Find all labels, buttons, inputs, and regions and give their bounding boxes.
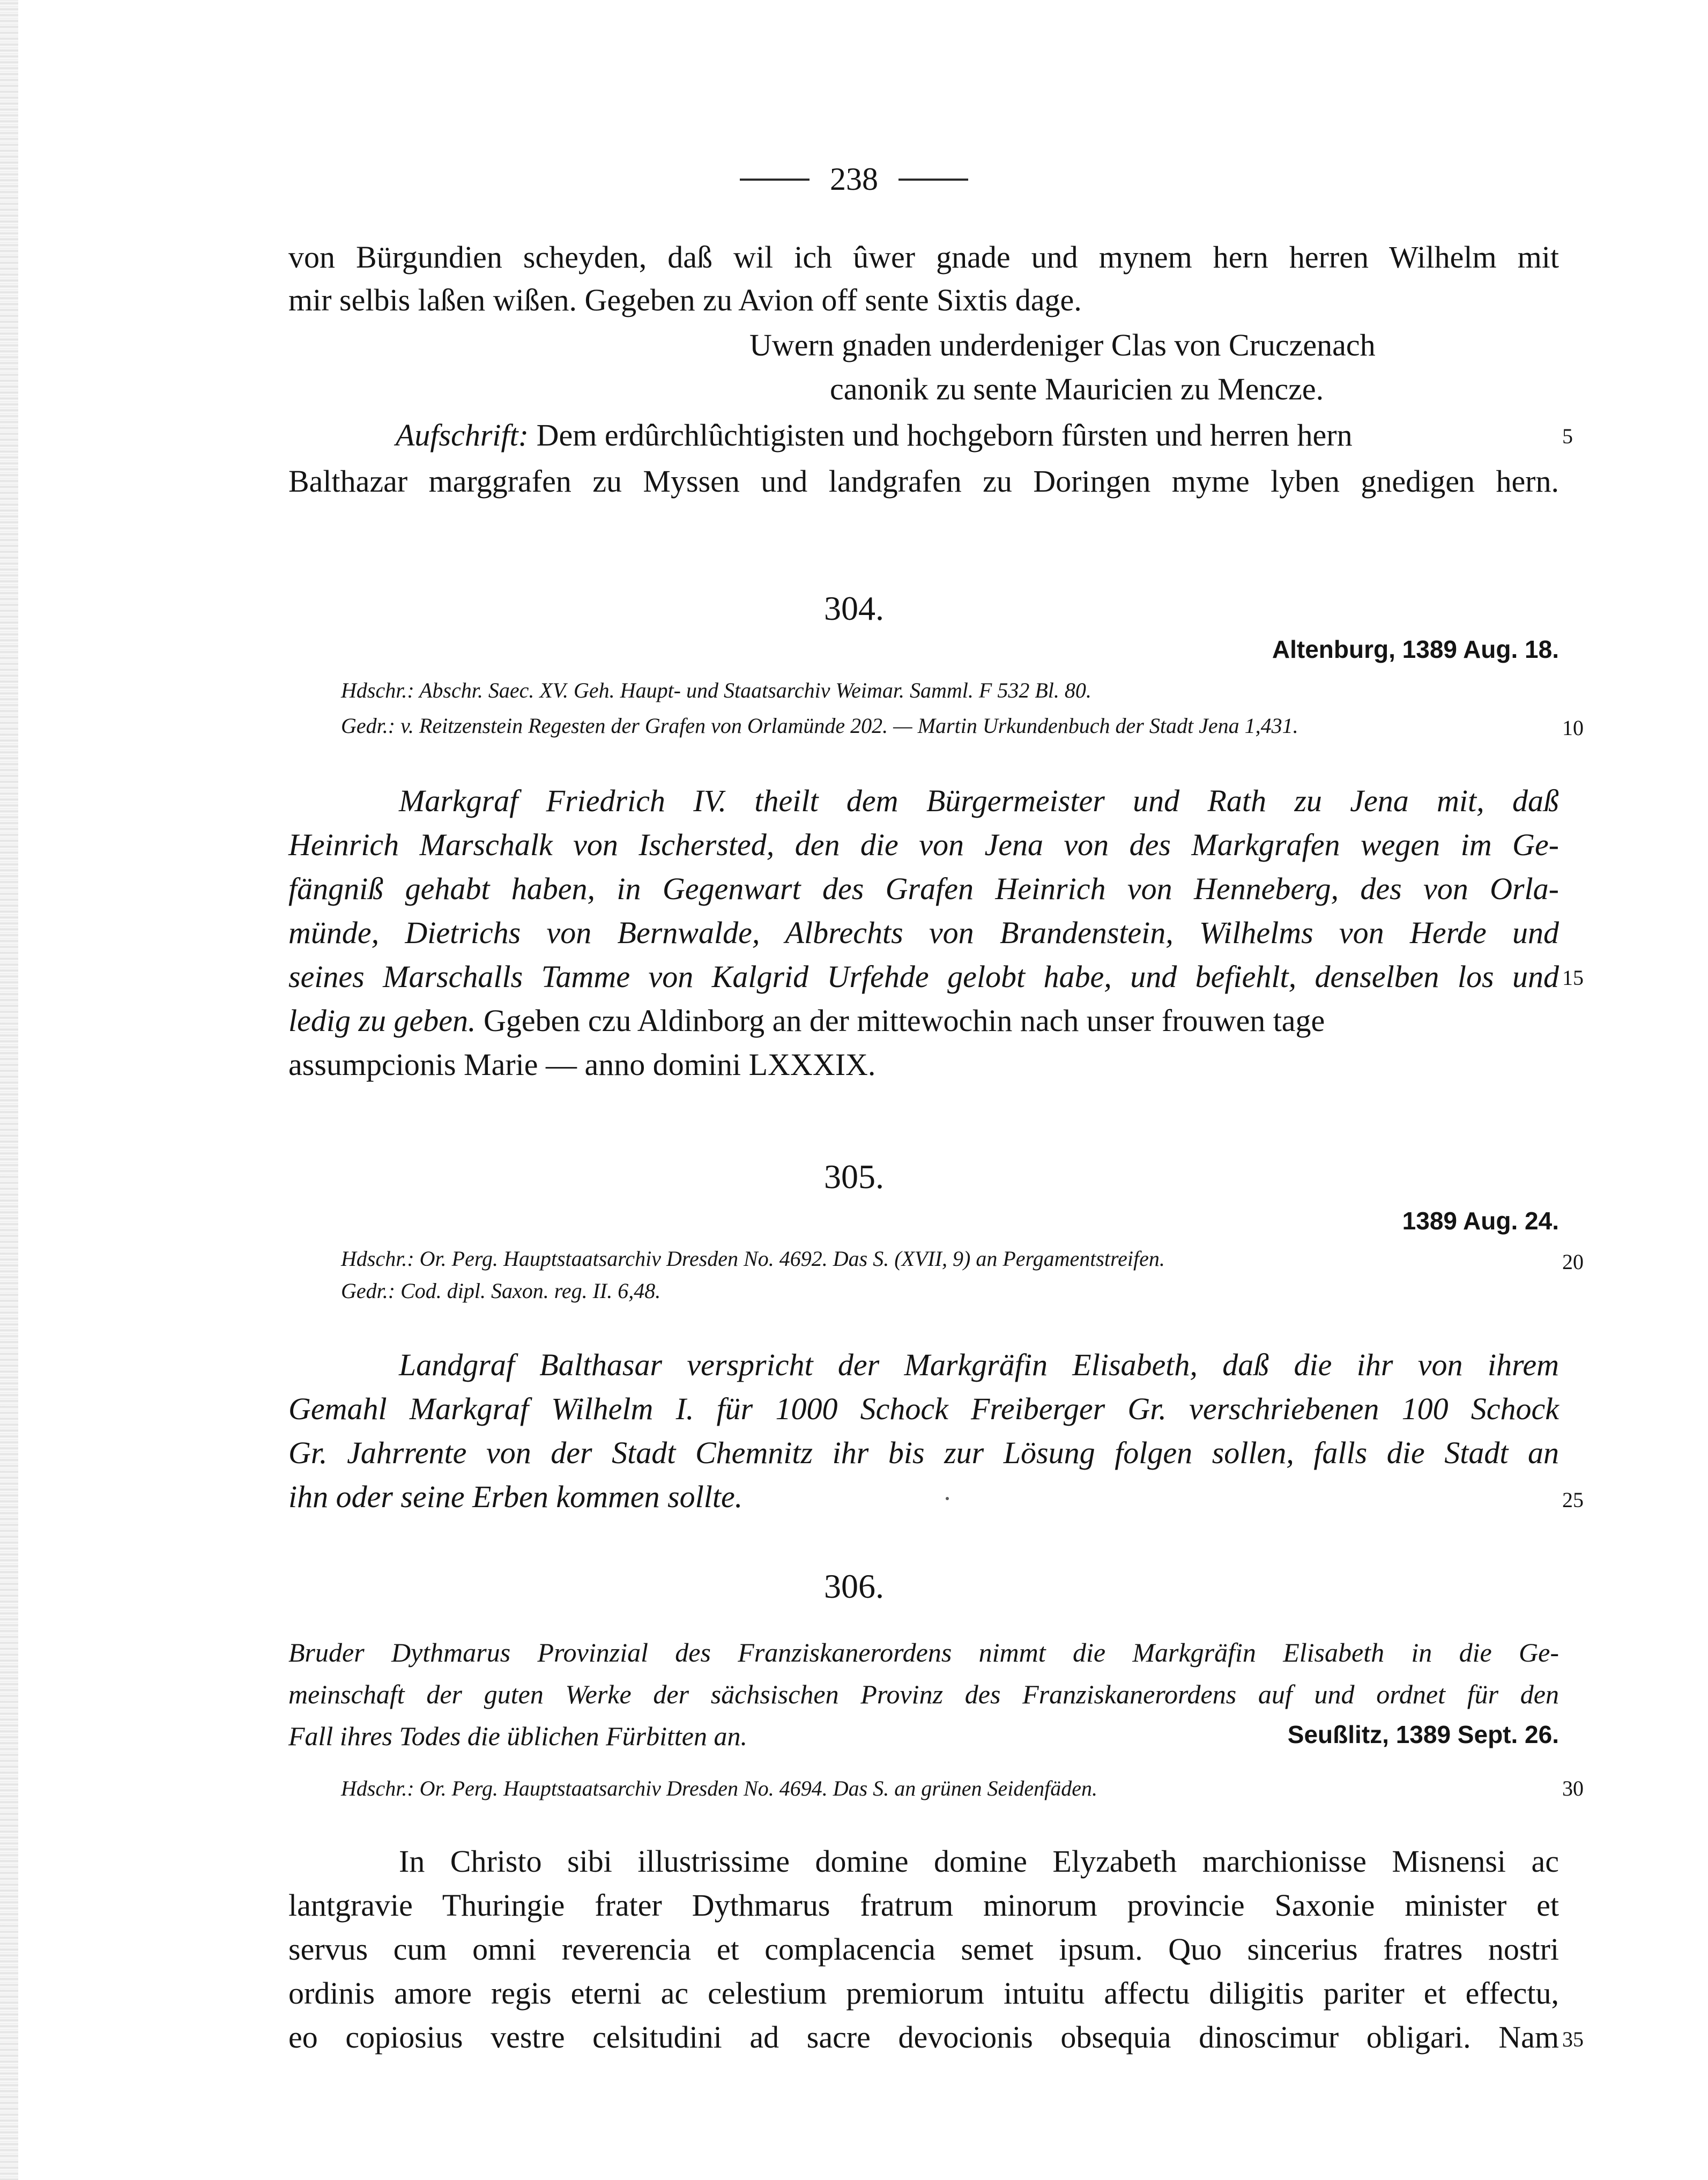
source-note: Hdschr.: Or. Perg. Hauptstaatsarchiv Dresden No. 4692. Das S. (XVII, 9) an Pergamentstreifen. [341, 1247, 1165, 1271]
header-rule-right [898, 179, 968, 181]
source-note: Gedr.: v. Reitzenstein Regesten der Grafen von Orlamünde 202. — Martin Urkundenbuch der Stadt Jena 1,431. [341, 714, 1298, 738]
source-note: Hdschr.: Abschr. Saec. XV. Geh. Haupt- und Staatsarchiv Weimar. Samml. F 532 Bl. 80. [341, 678, 1091, 702]
dateline: 1389 Aug. 24. [1402, 1207, 1559, 1235]
document-number: 306. [824, 1567, 884, 1605]
page-header [0, 161, 1708, 198]
aufschrift-label: Aufschrift: [396, 418, 529, 453]
regest-line: Gemahl Markgraf Wilhelm I. für 1000 Schock Freiberger Gr. verschriebenen 100 Schock [288, 1391, 1559, 1426]
regest-line: Markgraf Friedrich IV. theilt dem Bürgermeister und Rath zu Jena mit, daß [399, 783, 1559, 818]
aufschrift-text: Dem erdûrchlûchtigisten und hochgeborn fûrsten und herren hern [536, 418, 1353, 453]
document-number: 305. [824, 1158, 884, 1196]
regest-line: Heinrich Marschalk von Ischersted, den die von Jena von des Markgrafen wegen im Ge- [288, 827, 1559, 862]
regest-line: seines Marschalls Tamme von Kalgrid Urfehde gelobt habe, und befiehlt, denselben los und [288, 959, 1559, 994]
scan-edge [0, 0, 18, 2180]
source-note: Hdschr.: Or. Perg. Hauptstaatsarchiv Dresden No. 4694. Das S. an grünen Seidenfäden. [341, 1776, 1097, 1800]
regest-line: Bruder Dythmarus Provinzial des Franziskanerordens nimmt die Markgräfin Elisabeth in die Ge- [288, 1637, 1559, 1667]
page-number: 238 [830, 161, 878, 197]
regest-end: ledig zu geben. [288, 1003, 476, 1038]
scan-speck [946, 1497, 949, 1500]
document-number: 304. [824, 589, 884, 627]
text-line: In Christo sibi illustrissime domine domine Elyzabeth marchionisse Misnensi ac [399, 1844, 1559, 1879]
regest-line: Landgraf Balthasar verspricht der Markgräfin Elisabeth, daß die ihr von ihrem [399, 1347, 1559, 1382]
dateline: Altenburg, 1389 Aug. 18. [1272, 635, 1559, 663]
text-line: servus cum omni reverencia et complacencia semet ipsum. Quo sincerius fratres nostri [288, 1932, 1559, 1967]
regest-line-mixed [288, 999, 1559, 1042]
line-number: 15 [1562, 966, 1584, 990]
regest-line: meinschaft der guten Werke der sächsischen Provinz des Franziskanerordens auf und ordnet für den [288, 1679, 1559, 1709]
regest-line: Gr. Jahrrente von der Stadt Chemnitz ihr bis zur Lösung folgen sollen, falls die Stadt an [288, 1435, 1559, 1470]
line-number: 35 [1562, 2027, 1584, 2051]
regest-line: münde, Dietrichs von Bernwalde, Albrechts von Brandenstein, Wilhelms von Herde und [288, 915, 1559, 950]
line-number: 30 [1562, 1776, 1584, 1800]
text-line: lantgravie Thuringie frater Dythmarus fratrum minorum provincie Saxonie minister et [288, 1888, 1559, 1923]
line-number: 5 [1562, 424, 1573, 448]
text-line: von Bürgundien scheyden, daß wil ich ûwer gnade und mynem hern herren Wilhelm mit [288, 240, 1559, 275]
document-text: Ggeben czu Aldinborg an der mittewochin nach unser frouwen tage [484, 1003, 1325, 1038]
document-text: assumpcionis Marie — anno domini LXXXIX. [288, 1047, 876, 1082]
signature-line: Uwern gnaden underdeniger Clas von Cruczenach [749, 328, 1376, 362]
regest-line: fängniß gehabt haben, in Gegenwart des Grafen Heinrich von Henneberg, des von Orla- [288, 871, 1559, 906]
regest-line: ihn oder seine Erben kommen sollte. [288, 1479, 743, 1514]
text-line: ordinis amore regis eterni ac celestium premiorum intuitu affectu diligitis pariter et effectu, [288, 1976, 1559, 2011]
line-number: 20 [1562, 1250, 1584, 1274]
header-rule-left [740, 179, 810, 181]
line-number: 25 [1562, 1488, 1584, 1512]
line-number: 10 [1562, 716, 1584, 740]
regest-line: Fall ihres Todes die üblichen Fürbitten an. [288, 1721, 747, 1751]
signature-line: canonik zu sente Mauricien zu Mencze. [830, 372, 1324, 406]
text-line: Balthazar marggrafen zu Myssen und landgrafen zu Doringen myme lyben gnedigen hern. [288, 464, 1559, 499]
text-line: mir selbis laßen wißen. Gegeben zu Avion off sente Sixtis dage. [288, 283, 1082, 317]
dateline: Seußlitz, 1389 Sept. 26. [1287, 1721, 1559, 1748]
aufschrift-line [396, 414, 1559, 457]
text-line: eo copiosius vestre celsitudini ad sacre devocionis obsequia dinoscimur obligari. Nam [288, 2020, 1559, 2055]
source-note: Gedr.: Cod. dipl. Saxon. reg. II. 6,48. [341, 1279, 661, 1303]
